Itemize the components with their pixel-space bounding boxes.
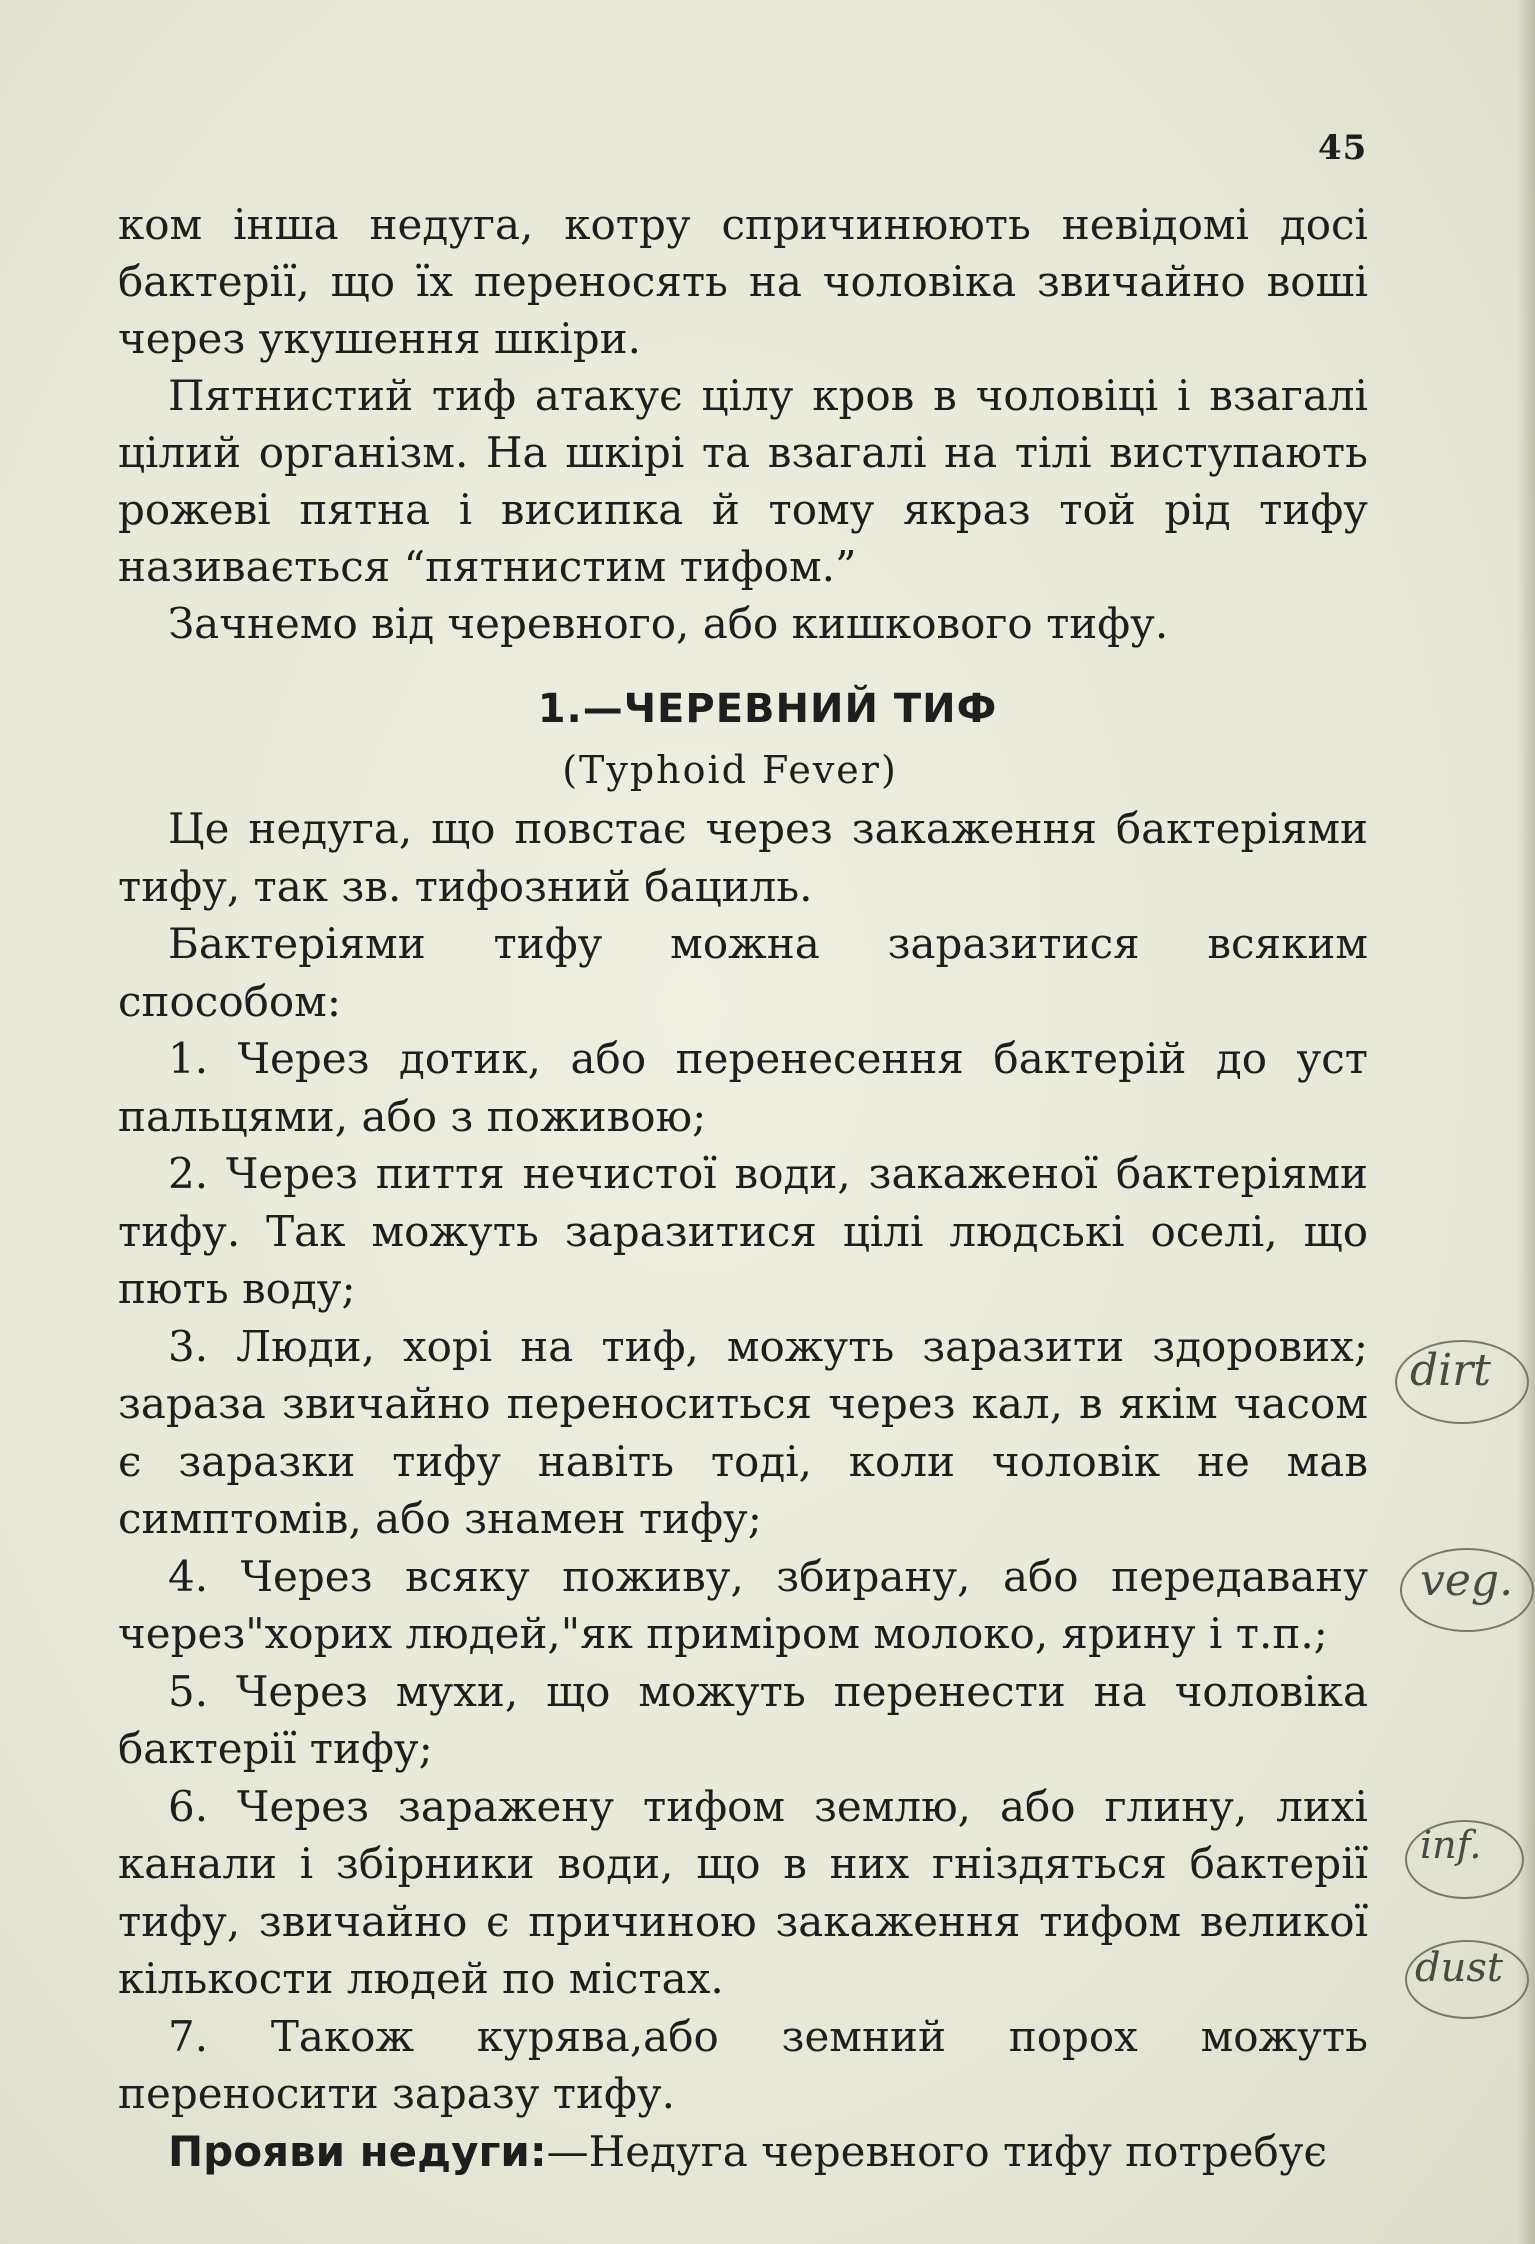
list-item-7: 7. Також курява,або земний порох можуть переносити заразу тифу. [118, 2011, 1368, 2118]
list-item-1: 1. Через дотик, або перенесення бактерій до уст пальцями, або з поживою; [118, 1034, 1368, 1141]
list-item-2: 2. Через пиття нечистої води, закаженої бактеріями тифу. Так можуть заразитися цілі людські оселі, що пють воду; [118, 1149, 1368, 1313]
margin-note-veg: veg. [1420, 1555, 1514, 1606]
body-text-block [118, 800, 1368, 2180]
paragraph-definition: Це недуга, що повстає через закаження бактеріями тифу, так зв. тифозний бациль. [118, 804, 1368, 911]
page-edge-shadow [1517, 0, 1535, 2244]
paragraph-infection-ways: Бактеріями тифу можна заразитися всяким способом: [118, 919, 1368, 1026]
section-subtitle: (Typhoid Fever) [562, 748, 898, 792]
paragraph-begin: Зачнемо від черевного, або кишкового тифу. [168, 599, 1169, 648]
margin-note-inf: inf. [1420, 1823, 1482, 1867]
paragraph-continuation: ком інша недуга, котру спричинюють невідомі досі бактерії, що їх переносять на чоловіка звичайно воші через укушення шкіри. [118, 200, 1368, 363]
margin-note-dust: dust [1415, 1945, 1503, 1991]
list-item-3: 3. Люди, хорі на тиф, можуть заразити здорових; зараза звичайно переноситься через кал, в якім часом є заразки тифу навіть тоді, коли чоловік не мав симптомів, або знамен тифу; [118, 1321, 1368, 1543]
top-text-block [118, 196, 1368, 652]
page-number: 45 [1318, 128, 1368, 168]
list-item-4: 4. Через всяку поживу, збирану, або передавану через"хорих людей,"як приміром молоко, ярину і т.п.; [118, 1551, 1368, 1658]
list-item-6: 6. Через заражену тифом землю, або глину, лихі канали і збірники води, що в них гніздяться бактерії тифу, звичайно є причиною закаження тифом великої кількости людей по містах. [118, 1781, 1368, 2003]
margin-note-dirt: dirt [1410, 1345, 1491, 1396]
section-title: 1.—ЧЕРЕВНИЙ ТИФ [537, 686, 998, 732]
symptoms-lead: Прояви недуги: [168, 2126, 547, 2176]
list-item-5: 5. Через мухи, що можуть перенести на чоловіка бактерії тифу; [118, 1666, 1368, 1773]
symptoms-text: —Недуга черевного тифу потребує [546, 2126, 1327, 2176]
paragraph-spotted-typhus: Пятнистий тиф атакує цілу кров в чоловіці і взагалі цілий організм. На шкірі та взагалі на тілі виступають рожеві пятна і висипка й тому якраз той рід тифу називається “пятнистим тифом.” [118, 371, 1368, 591]
paragraph-symptoms [118, 2123, 1368, 2181]
